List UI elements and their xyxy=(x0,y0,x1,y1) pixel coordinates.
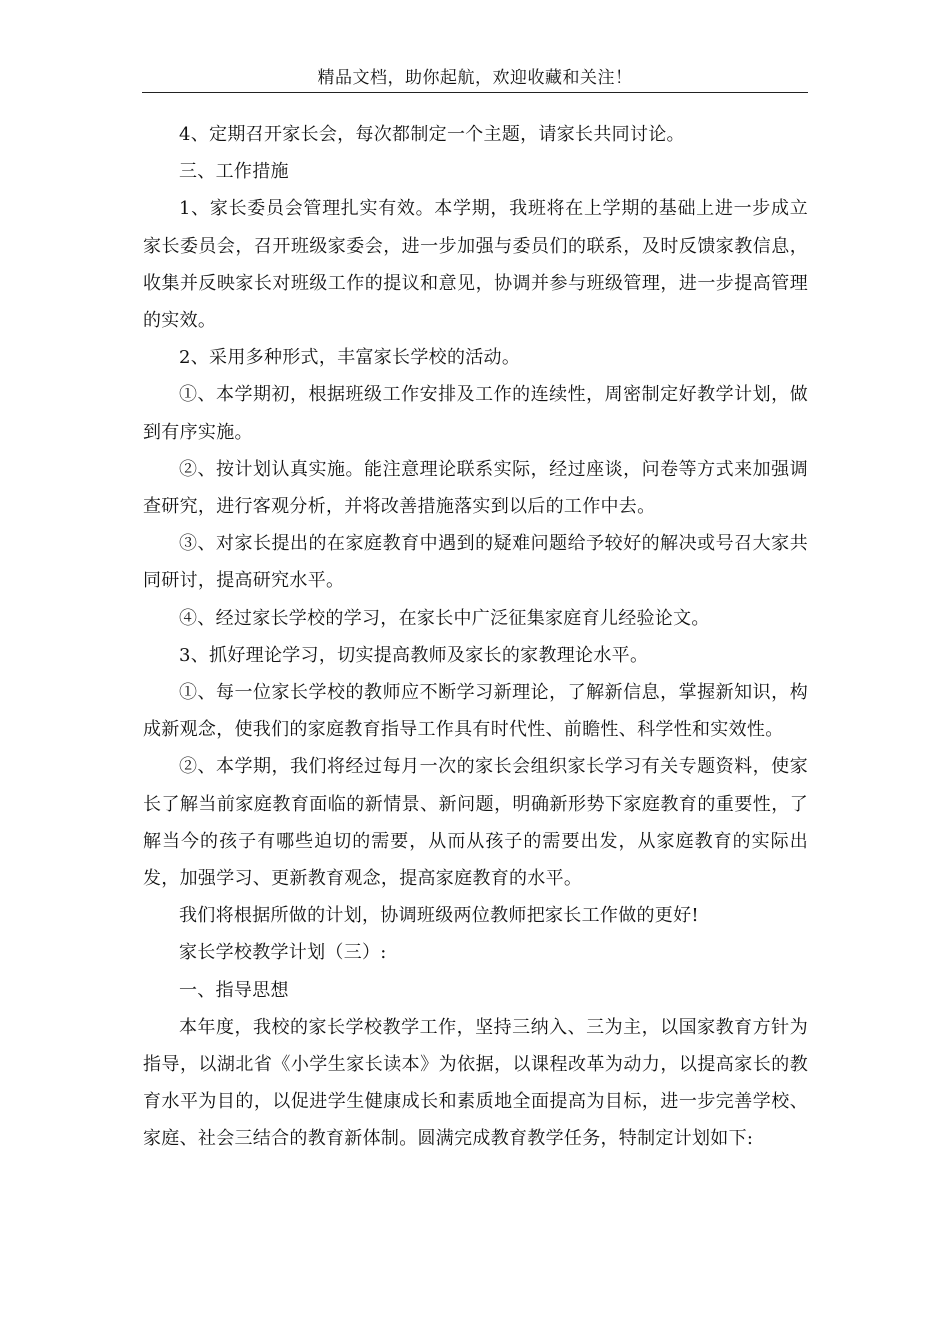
paragraph-plan-start: ①、本学期初，根据班级工作安排及工作的连续性，周密制定好教学计划，做到有序实施。 xyxy=(143,384,808,443)
page-header: 精品文档，助你起航，欢迎收藏和关注！ xyxy=(317,68,633,88)
header-divider xyxy=(142,92,808,93)
paragraph-monthly-meeting: ②、本学期，我们将经过每月一次的家长会组织家长学习有关专题资料，使家长了解当前家庭教育面临的新情景、新问题，明确新形势下家庭教育的重要性，了解当今的孩子有哪些迫切的需要，从而从孩子的需要出发，从家庭教育的实际出发，加强学习、更新教育观念，提高家庭教育的水平。 xyxy=(143,756,808,890)
section-heading-measures: 三、工作措施 xyxy=(179,161,289,183)
document-body xyxy=(143,116,808,1158)
section-heading-guiding-ideas: 一、指导思想 xyxy=(179,979,289,1001)
paragraph-implement: ②、按计划认真实施。能注意理论联系实际，经过座谈，问卷等方式来加强调查研究，进行客观分析，并将改善措施落实到以后的工作中去。 xyxy=(143,458,808,518)
paragraph-item-4: 4、定期召开家长会，每次都制定一个主题，请家长共同讨论。 xyxy=(179,124,685,145)
paragraph-closing: 我们将根据所做的计划，协调班级两位教师把家长工作做的更好! xyxy=(179,905,699,927)
paragraph-annual: 本年度，我校的家长学校教学工作，坚持三纳入、三为主，以国家教育方针为指导，以湖北省《小学生家长读本》为依据，以课程改革为动力，以提高家长的教育水平为目的，以促进学生健康成长和素质地全面提高为目标，进一步完善学校、家庭、社会三结合的教育新体制。圆满完成教育教学任务，特制定计划如下: xyxy=(143,1016,808,1150)
paragraph-committee: 1、家长委员会管理扎实有效。本学期，我班将在上学期的基础上进一步成立家长委员会，召开班级家委会，进一步加强与委员们的联系，及时反馈家教信息，收集并反映家长对班级工作的提议和意见，协调并参与班级管理，进一步提高管理的实效。 xyxy=(143,198,808,332)
paragraph-questions: ③、对家长提出的在家庭教育中遇到的疑难问题给予较好的解决或号召大家共同研讨，提高研究水平。 xyxy=(143,533,808,592)
paragraph-essays: ④、经过家长学校的学习，在家长中广泛征集家庭育儿经验论文。 xyxy=(179,607,710,629)
paragraph-forms: 2、采用多种形式，丰富家长学校的活动。 xyxy=(179,347,521,369)
paragraph-theory: 3、抓好理论学习，切实提高教师及家长的家教理论水平。 xyxy=(179,644,649,666)
section-title-plan-three: 家长学校教学计划（三）: xyxy=(179,942,387,964)
paragraph-teachers: ①、每一位家长学校的教师应不断学习新理论，了解新信息，掌握新知识，构成新观念，使我们的家庭教育指导工作具有时代性、前瞻性、科学性和实效性。 xyxy=(143,682,808,741)
